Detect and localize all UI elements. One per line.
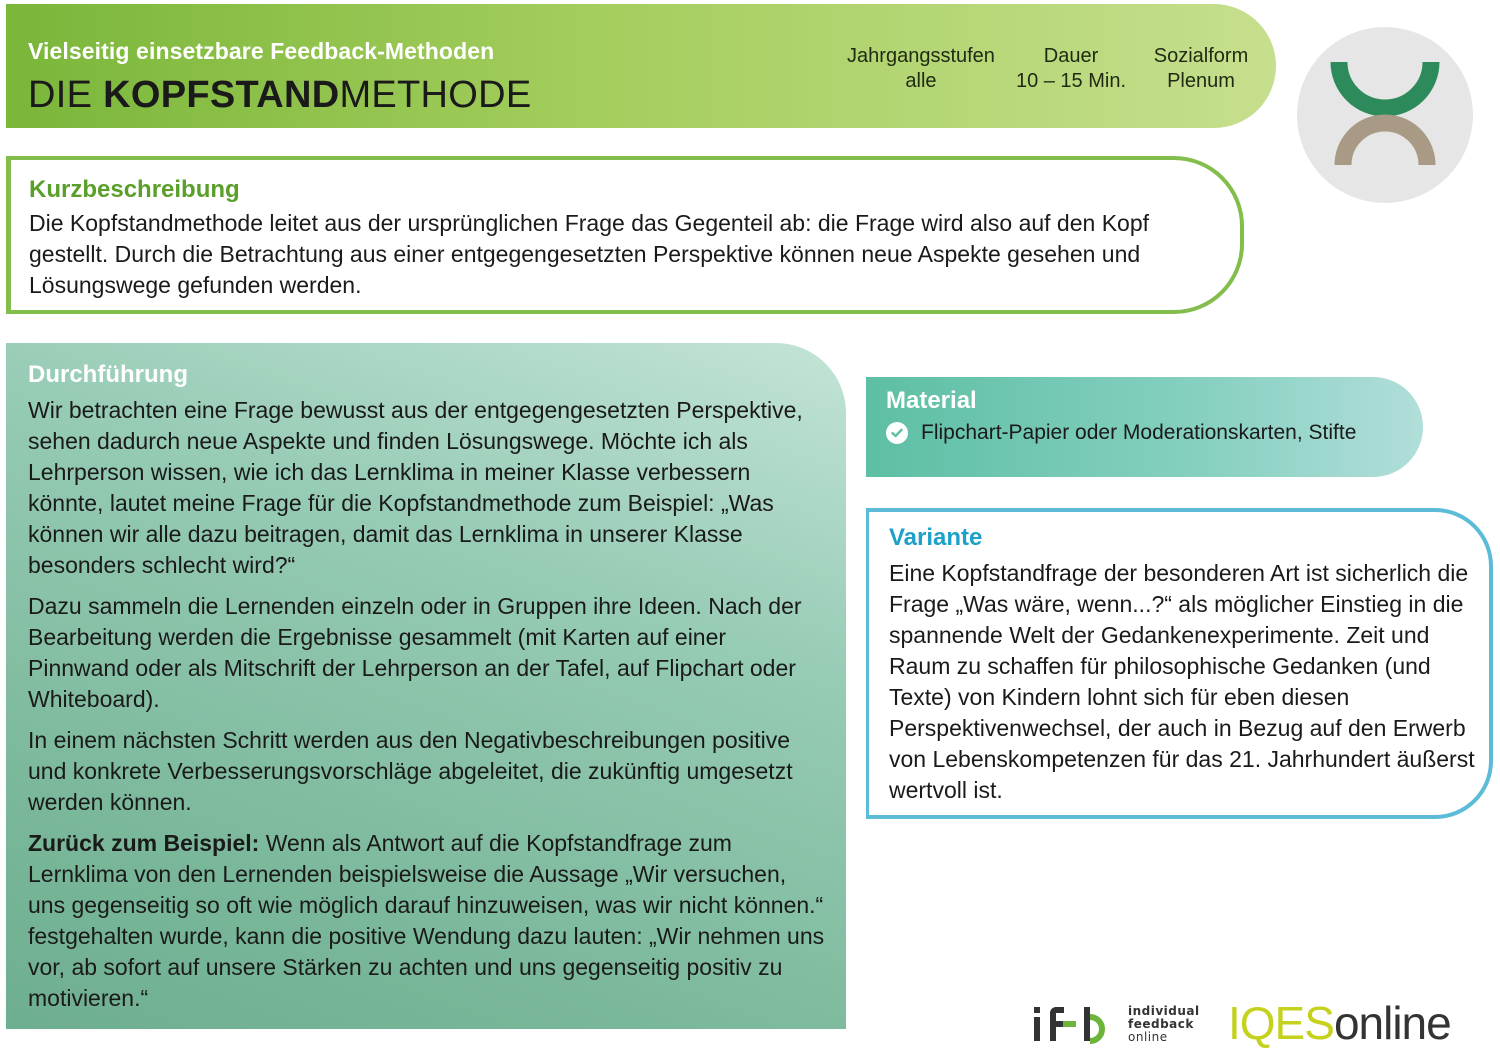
meta-label: Jahrgangsstufen [847, 45, 995, 67]
durchfuehrung-paragraph [28, 828, 826, 1014]
variante-heading: Variante [889, 524, 983, 551]
variante-text: Eine Kopfstandfrage der besonderen Art ist sicherlich die Frage „Was wäre, wenn...?“ als möglicher Einstieg in die spannende Welt der Gedankenexperimente. Zeit und Raum zu schaffen für philosophische Gedanken (und Texte) von Kindern lohnt sich für eben diesen Perspektivenwechsel, der auch in Bezug auf den Erwerb von Lebenskompetenzen für das 21. Jahrhundert äußerst wertvoll ist. [889, 560, 1475, 803]
durchfuehrung-paragraph: Wir betrachten eine Frage bewusst aus der entgegengesetzten Perspektive, sehen dadurch neue Aspekte und finden Lösungswege. Möchte ich als Lehrperson wissen, wie ich das Lernklima in meiner Klasse verbessern könnte, lautet meine Frage für die Kopfstandmethode zum Beispiel: „Was können wir alle dazu beitragen, damit das Lernklima in unserer Klasse besonders schlecht wird?“ [28, 397, 803, 578]
ifb-line: individual [1128, 1004, 1200, 1018]
kurzbeschreibung-text: Die Kopfstandmethode leitet aus der ursprünglichen Frage das Gegenteil ab: die Frage wird also auf den Kopf gestellt. Durch die Betrachtung aus einer entgegengesetzten Perspektive können neue Aspekte gesehen und Lösungswege gefunden werden. [29, 210, 1150, 298]
ifb-line: feedback [1128, 1017, 1194, 1031]
iqes-online-logo [1228, 997, 1451, 1049]
meta-value: Plenum [1167, 70, 1235, 92]
durchfuehrung-paragraph: In einem nächsten Schritt werden aus den Negativbeschreibungen positive und konkrete Verbesserungsvorschläge abgeleitet, die zukünftig umgesetzt werden können. [28, 727, 793, 815]
durchfuehrung-body [28, 395, 826, 1024]
title-suffix: METHODE [339, 74, 532, 116]
durchfuehrung-heading: Durchführung [28, 361, 188, 388]
iqes-mark: IQES [1228, 997, 1334, 1049]
ifb-wordmark [1128, 1005, 1200, 1044]
material-box [866, 377, 1423, 477]
variante-box [866, 508, 1493, 819]
material-item-label: Flipchart-Papier oder Moderationskarten, Stifte [921, 421, 1357, 444]
durchfuehrung-paragraph: Dazu sammeln die Lernenden einzeln oder in Gruppen ihre Ideen. Nach der Bearbeitung werden die Ergebnisse gesammelt (mit Karten auf einer Pinnwand oder als Mitschrift der Lehrperson an der Tafel, auf Flipchart oder Whiteboard). [28, 593, 802, 712]
meta-dauer [1006, 44, 1136, 94]
meta-label: Sozialform [1153, 45, 1249, 67]
example-text: Wenn als Antwort auf die Kopfstandfrage zum Lernklima von den Lernenden beispielsweise die Aussage „Wir versuchen, uns gegenseitig so oft wie möglich darauf hinzuweisen, was wir nicht können.“ festgehalten wurde, kann die positive Wendung dazu lauten: „Wir nehmen uns vor, ab sofort auf unsere Stärken zu achten und uns gegenseitig positiv zu motivieren.“ [28, 830, 825, 1011]
meta-label: Dauer [1043, 45, 1099, 67]
meta-value: alle [905, 70, 937, 92]
kurzbeschreibung-heading: Kurzbeschreibung [29, 176, 240, 203]
material-heading: Material [886, 387, 977, 414]
durchfuehrung-box [6, 343, 846, 1029]
header-banner [6, 4, 1276, 128]
method-logo [1297, 27, 1473, 203]
page-title [28, 74, 532, 117]
iqes-online-word: online [1333, 997, 1451, 1049]
kopfstand-icon [1297, 27, 1473, 203]
title-bold: KOPFSTAND [103, 74, 340, 116]
kurzbeschreibung-box [6, 156, 1244, 314]
title-prefix: DIE [28, 74, 104, 116]
meta-sozialform [1146, 44, 1256, 94]
check-circle-icon [886, 422, 908, 444]
ifb-logo [1034, 1003, 1124, 1045]
material-item [886, 421, 1356, 445]
meta-value: 10 – 15 Min. [1015, 70, 1127, 92]
meta-jahrgangsstufen [846, 44, 996, 94]
example-label: Zurück zum Beispiel: [28, 830, 260, 856]
series-kicker: Vielseitig einsetzbare Feedback-Methoden [28, 38, 495, 64]
ifb-line: online [1128, 1030, 1168, 1044]
